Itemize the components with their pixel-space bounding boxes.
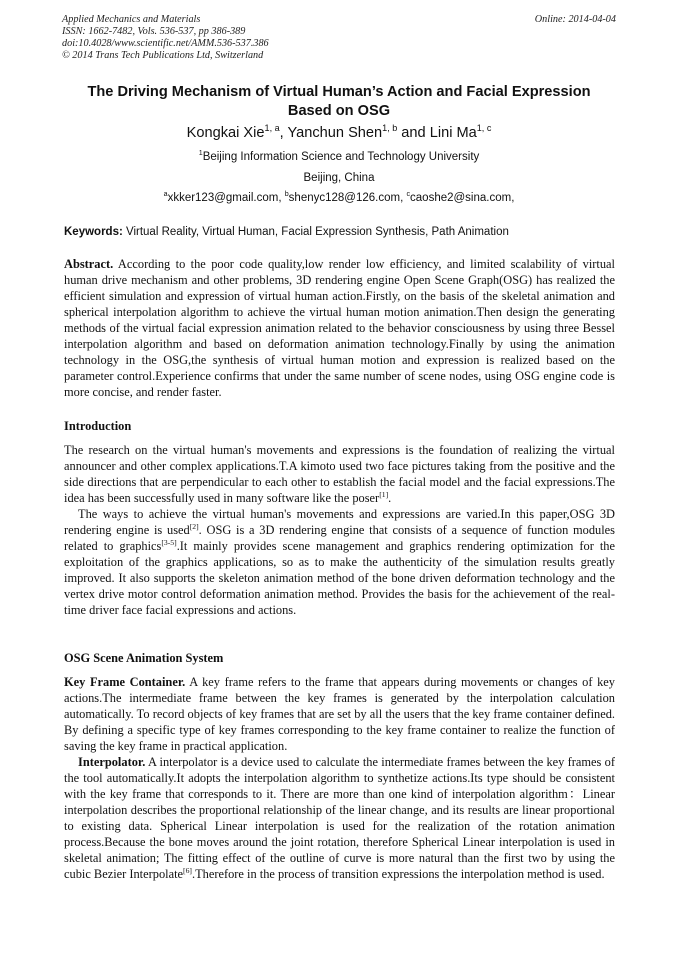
citation: [3-5] (161, 537, 177, 547)
issn-line: ISSN: 1662-7482, Vols. 536-537, pp 386-389 (62, 26, 246, 37)
keywords-text: Virtual Reality, Virtual Human, Facial Expression Synthesis, Path Animation (122, 226, 509, 238)
email-sup: c (406, 190, 411, 199)
intro-p1-end: . (388, 491, 392, 505)
author-sup: 1, c (476, 123, 492, 134)
abstract (64, 256, 615, 400)
keywords-label: Keywords: (64, 226, 123, 238)
author-separator: and (397, 125, 430, 141)
intro-p2-text-c: .It mainly provides scene management and graphics rendering optimization for the exploitation of the graphics applications, so as to make the authenticity of the simulation results greatly improved. It also supports the skeleton animation method of the bone driven deformation technology and the vertex drive motor control deformation animation method. Provides the basis for the achievement of the real-time driver face facial expressions and actions. (64, 539, 615, 617)
intro-p2-text-b: . OSG is a 3D rendering engine that consists of a sequence of function modules related to graphics (64, 523, 616, 553)
doi-line: doi:10.4028/www.scientific.net/AMM.536-537.386 (62, 38, 269, 49)
citation: [2] (189, 521, 199, 531)
email-link[interactable]: shenyc128@126.com (288, 192, 401, 204)
keywords (64, 226, 624, 238)
citation: [1] (379, 489, 389, 499)
email-sup: b (284, 190, 289, 199)
affiliation-city: Beijing, China (303, 172, 375, 184)
intro-p1-text: The research on the virtual human's movements and expressions is the foundation of realizing the virtual announcer and other complex applications.T.A kimoto used two face pictures taking from the positive and the side directions that are perpendicular to each other to establish the facial model and the facial expressions.The idea has been successfully used in many software like the poser (64, 443, 615, 505)
author-name: Kongkai Xie (186, 125, 265, 141)
intro-paragraph-1 (64, 442, 615, 506)
abstract-label: Abstract. (64, 257, 114, 271)
email-link[interactable]: caoshe2@sina.com (410, 192, 512, 204)
email-sup: a (163, 190, 168, 199)
author-name: Lini Ma (429, 125, 477, 141)
affiliation-sup: 1 (198, 149, 203, 158)
key-frame-label: Key Frame Container. (64, 675, 186, 689)
email-separator: , (400, 192, 407, 204)
title-line-1: The Driving Mechanism of Virtual Human’s Action and Facial Expression (87, 84, 591, 100)
interpolator-end: .Therefore in the process of transition expressions the interpolation method is used. (191, 867, 605, 881)
interpolator-paragraph (64, 754, 615, 882)
key-frame-paragraph (64, 674, 615, 754)
paper-title (40, 83, 638, 120)
affiliation-name: Beijing Information Science and Technology University (202, 151, 480, 163)
email-separator: , (278, 192, 285, 204)
interpolator-text: A interpolator is a device used to calculate the intermediate frames between the key frames of the tool automatically.It adopts the interpolation algorithm to synthetize actions.Its type should be consistent with the key frame that corresponds to it. There are more than one kind of interpolation algorithm：Linear interpolation describes the proportional relationship of the linear change, and its results are linear proportional to existing data. Spherical Linear interpolation is used for the realization of the rotation animation process.Because the bone moves around the joint rotation, therefore Spherical Linear interpolation is used in skeletal animation; The fitting effect of the outline of curve is more natural than the first two by using the cubic Bezier Interpolate (64, 755, 615, 881)
key-frame-text: A key frame refers to the frame that appears during movements or changes of key actions.The intermediate frame between the key frames is generated by the interpolation calculation automatically. To record objects of key frames that are set by all the users that the key frame container defined. By defining a specific type of key frames corresponding to the key frame container to realize the function of saving the key frame in practical application. (64, 675, 615, 753)
email-list (40, 192, 638, 204)
email-separator: , (511, 192, 515, 204)
section-heading-introduction: Introduction (64, 419, 132, 433)
intro-p2-text-a: The ways to achieve the virtual human's movements and expressions are varied.In this paper,OSG 3D rendering engine is used (64, 507, 615, 537)
intro-paragraph-2 (64, 506, 615, 618)
author-list (40, 125, 638, 141)
title-line-2: Based on OSG (287, 102, 391, 119)
journal-name: Applied Mechanics and Materials (62, 14, 201, 25)
section-heading-osg: OSG Scene Animation System (64, 651, 224, 665)
email-link[interactable]: xkker123@gmail.com (167, 192, 279, 204)
author-name: Yanchun Shen (287, 125, 383, 141)
interpolator-label: Interpolator. (78, 755, 146, 769)
author-sup: 1, b (382, 123, 398, 134)
abstract-text: According to the poor code quality,low render low efficiency, and limited scalability of virtual human drive mechanism and other problems, 3D rendering engine Open Scene Graph(OSG) has realized the efficient simulation and expression of virtual human action.Firstly, on the basis of the skeletal animation and spherical interpolation algorithm to achieve the virtual human motion animation.Then design the generating methods of the virtual facial expression animation related to the behavior consciousness by using three Bessel interpolation algorithm and based on deformation animation technology.Finally by using the animation technology in the OSG,the synthesis of virtual human motion and expression is realized based on the parameter control.Experience confirms that under the same number of scene nodes, using OSG engine code is more concise, and render faster. (64, 257, 615, 399)
author-separator: , (279, 125, 288, 141)
online-date: Online: 2014-04-04 (534, 14, 616, 25)
author-sup: 1, a (264, 123, 280, 134)
affiliation (40, 151, 638, 163)
copyright-line: © 2014 Trans Tech Publications Ltd, Switzerland (62, 50, 264, 61)
citation: [6] (183, 865, 192, 875)
